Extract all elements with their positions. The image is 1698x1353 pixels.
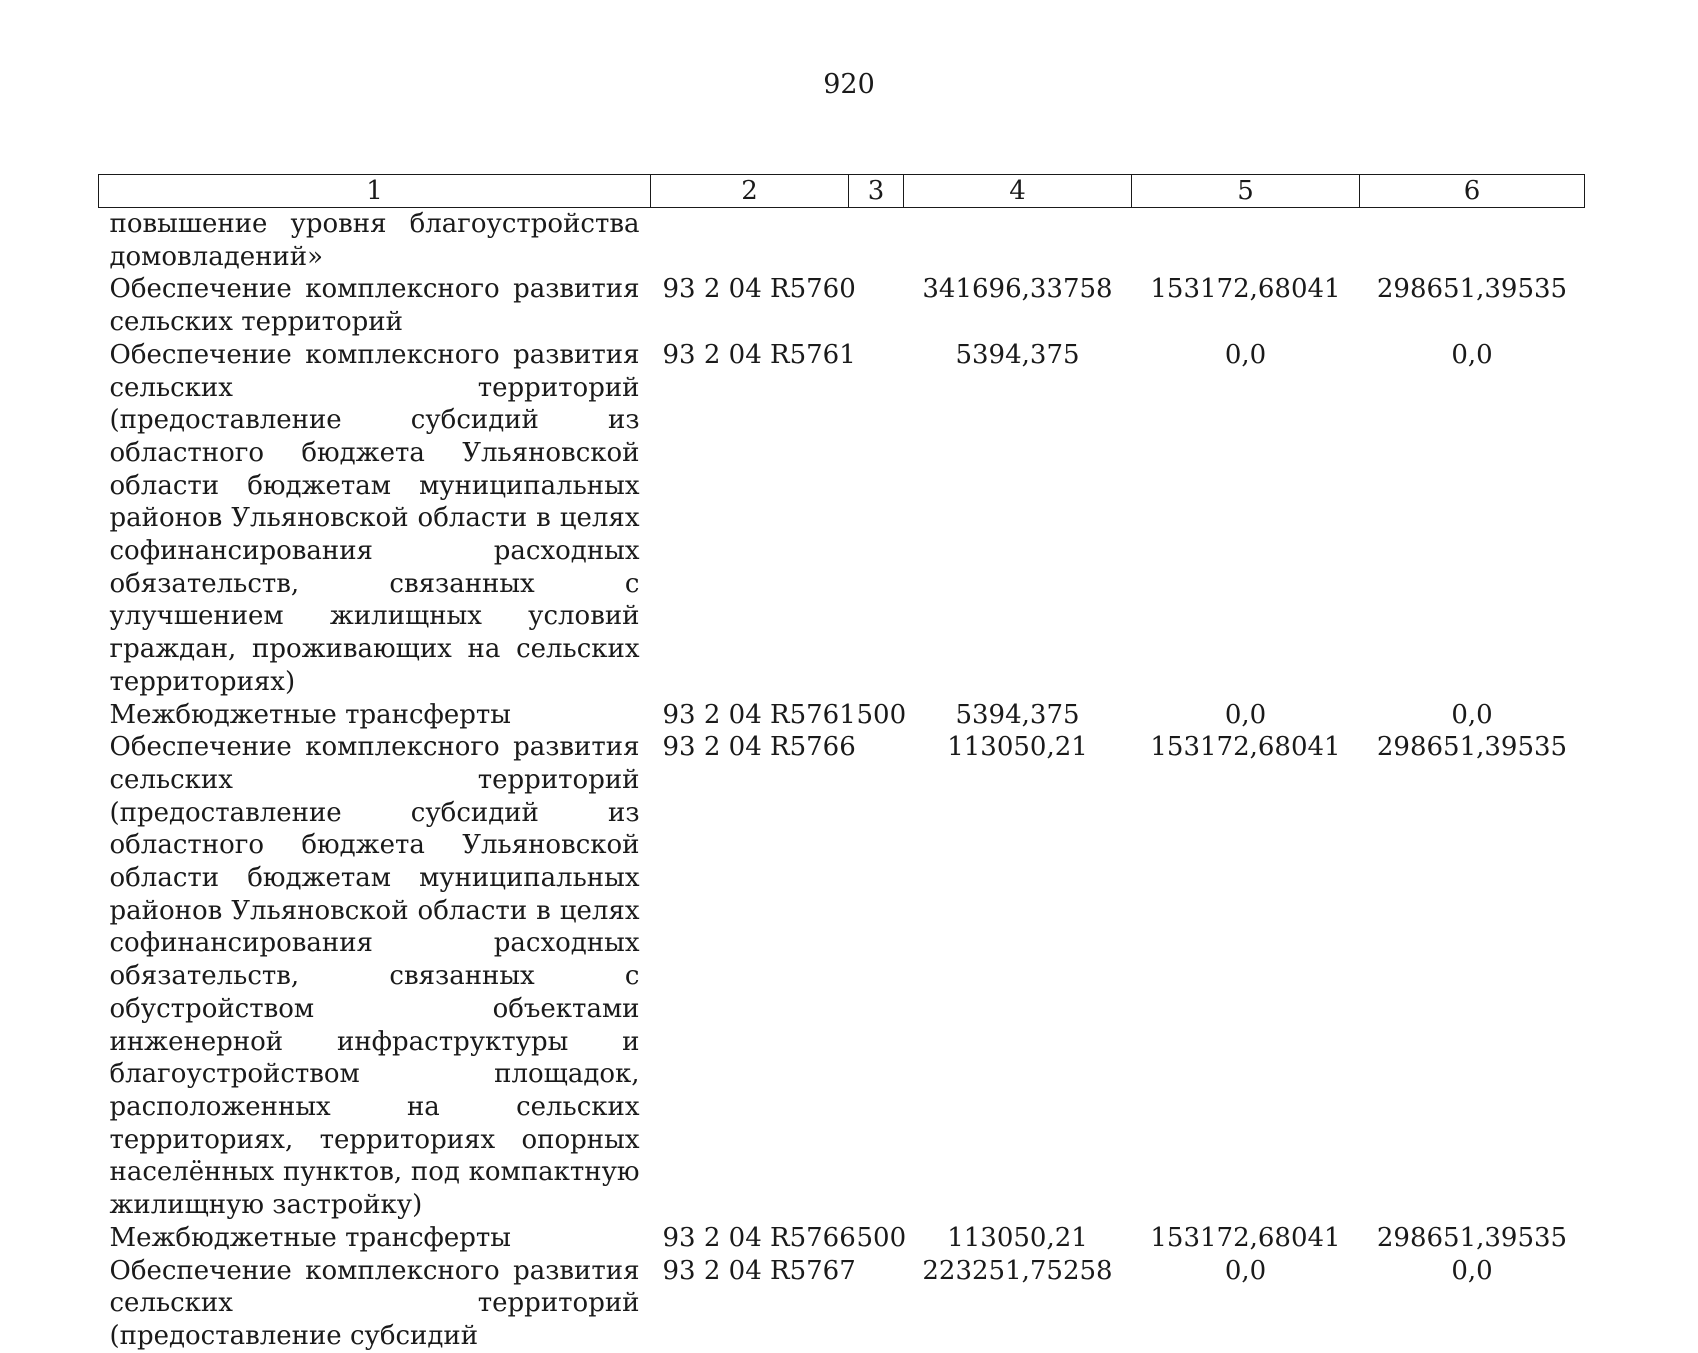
table-row <box>99 339 1585 699</box>
row-value-5: 153172,68041 <box>1150 732 1341 763</box>
row-value-4: 223251,75258 <box>922 1255 1113 1286</box>
row-type <box>849 1255 904 1353</box>
header-col-6: 6 <box>1360 175 1585 208</box>
row-type <box>849 208 904 274</box>
row-value-5 <box>1132 208 1360 274</box>
row-value-4: 113050,21 <box>947 732 1088 763</box>
row-name: Обеспечение комплексного развития сельских территорий (предоставление субсидий из областного бюджета Ульяновской области бюджетам муниципальных районов Ульяновской области в целях софинансирования расходных обязательств, связанных с обустройством объектами инженерной инфраструктуры и благоустройством площадок, расположенных на сельских территориях, территориях опорных населённых пунктов, под компактную жилищную застройку) <box>109 732 640 1221</box>
row-code <box>651 208 849 274</box>
row-value-5: 153172,68041 <box>1150 274 1341 305</box>
row-value-6: 298651,39535 <box>1376 274 1568 305</box>
row-value-6: 0,0 <box>1451 1255 1493 1286</box>
row-value-4 <box>904 208 1132 274</box>
budget-table <box>98 174 1585 1353</box>
row-value-6: 0,0 <box>1451 339 1493 370</box>
row-code: 93 2 04 R5766 <box>662 732 856 763</box>
row-value-6: 298651,39535 <box>1376 732 1568 763</box>
row-type: 500 <box>856 699 907 730</box>
table-row <box>99 208 1585 274</box>
row-type: 500 <box>856 1222 907 1253</box>
row-type <box>849 339 904 699</box>
row-code: 93 2 04 R5760 <box>662 274 856 305</box>
header-col-1: 1 <box>99 175 651 208</box>
header-col-5: 5 <box>1132 175 1360 208</box>
table-header <box>99 175 1585 208</box>
header-col-2: 2 <box>651 175 849 208</box>
row-type <box>849 731 904 1222</box>
row-name: Обеспечение комплексного развития сельских территорий <box>109 274 640 338</box>
row-code: 93 2 04 R5761 <box>662 339 856 370</box>
row-value-6: 298651,39535 <box>1376 1222 1568 1253</box>
row-value-5: 0,0 <box>1224 1255 1267 1286</box>
row-value-5: 0,0 <box>1224 339 1267 370</box>
row-name: Межбюджетные трансферты <box>109 1222 511 1253</box>
header-col-4: 4 <box>904 175 1132 208</box>
table-row <box>99 1255 1585 1353</box>
header-row <box>99 175 1585 208</box>
row-value-6 <box>1360 208 1585 274</box>
row-type <box>849 273 904 338</box>
page-number: 920 <box>823 69 875 100</box>
table-row <box>99 731 1585 1222</box>
row-value-4: 341696,33758 <box>922 274 1113 305</box>
table-row <box>99 273 1585 338</box>
table-row <box>99 1222 1585 1255</box>
row-value-4: 5394,375 <box>955 339 1080 370</box>
header-col-3: 3 <box>849 175 904 208</box>
row-value-4: 5394,375 <box>955 699 1080 730</box>
row-name: повышение уровня благоустройства домовладений» <box>109 209 640 272</box>
row-name: Обеспечение комплексного развития сельских территорий (предоставление субсидий <box>109 1255 640 1351</box>
row-name: Межбюджетные трансферты <box>109 699 511 730</box>
row-value-4: 113050,21 <box>947 1222 1088 1253</box>
row-value-6: 0,0 <box>1451 699 1493 730</box>
table-body <box>99 208 1585 1353</box>
row-name: Обеспечение комплексного развития сельских территорий (предоставление субсидий из областного бюджета Ульяновской области бюджетам муниципальных районов Ульяновской области в целях софинансирования расходных обязательств, связанных с улучшением жилищных условий граждан, проживающих на сельских территориях) <box>109 339 640 697</box>
row-value-5: 153172,68041 <box>1150 1222 1341 1253</box>
row-value-5: 0,0 <box>1224 699 1267 730</box>
row-code: 93 2 04 R5761 <box>662 699 856 730</box>
row-code: 93 2 04 R5766 <box>662 1222 856 1253</box>
table-row <box>99 699 1585 732</box>
row-code: 93 2 04 R5767 <box>662 1255 856 1286</box>
